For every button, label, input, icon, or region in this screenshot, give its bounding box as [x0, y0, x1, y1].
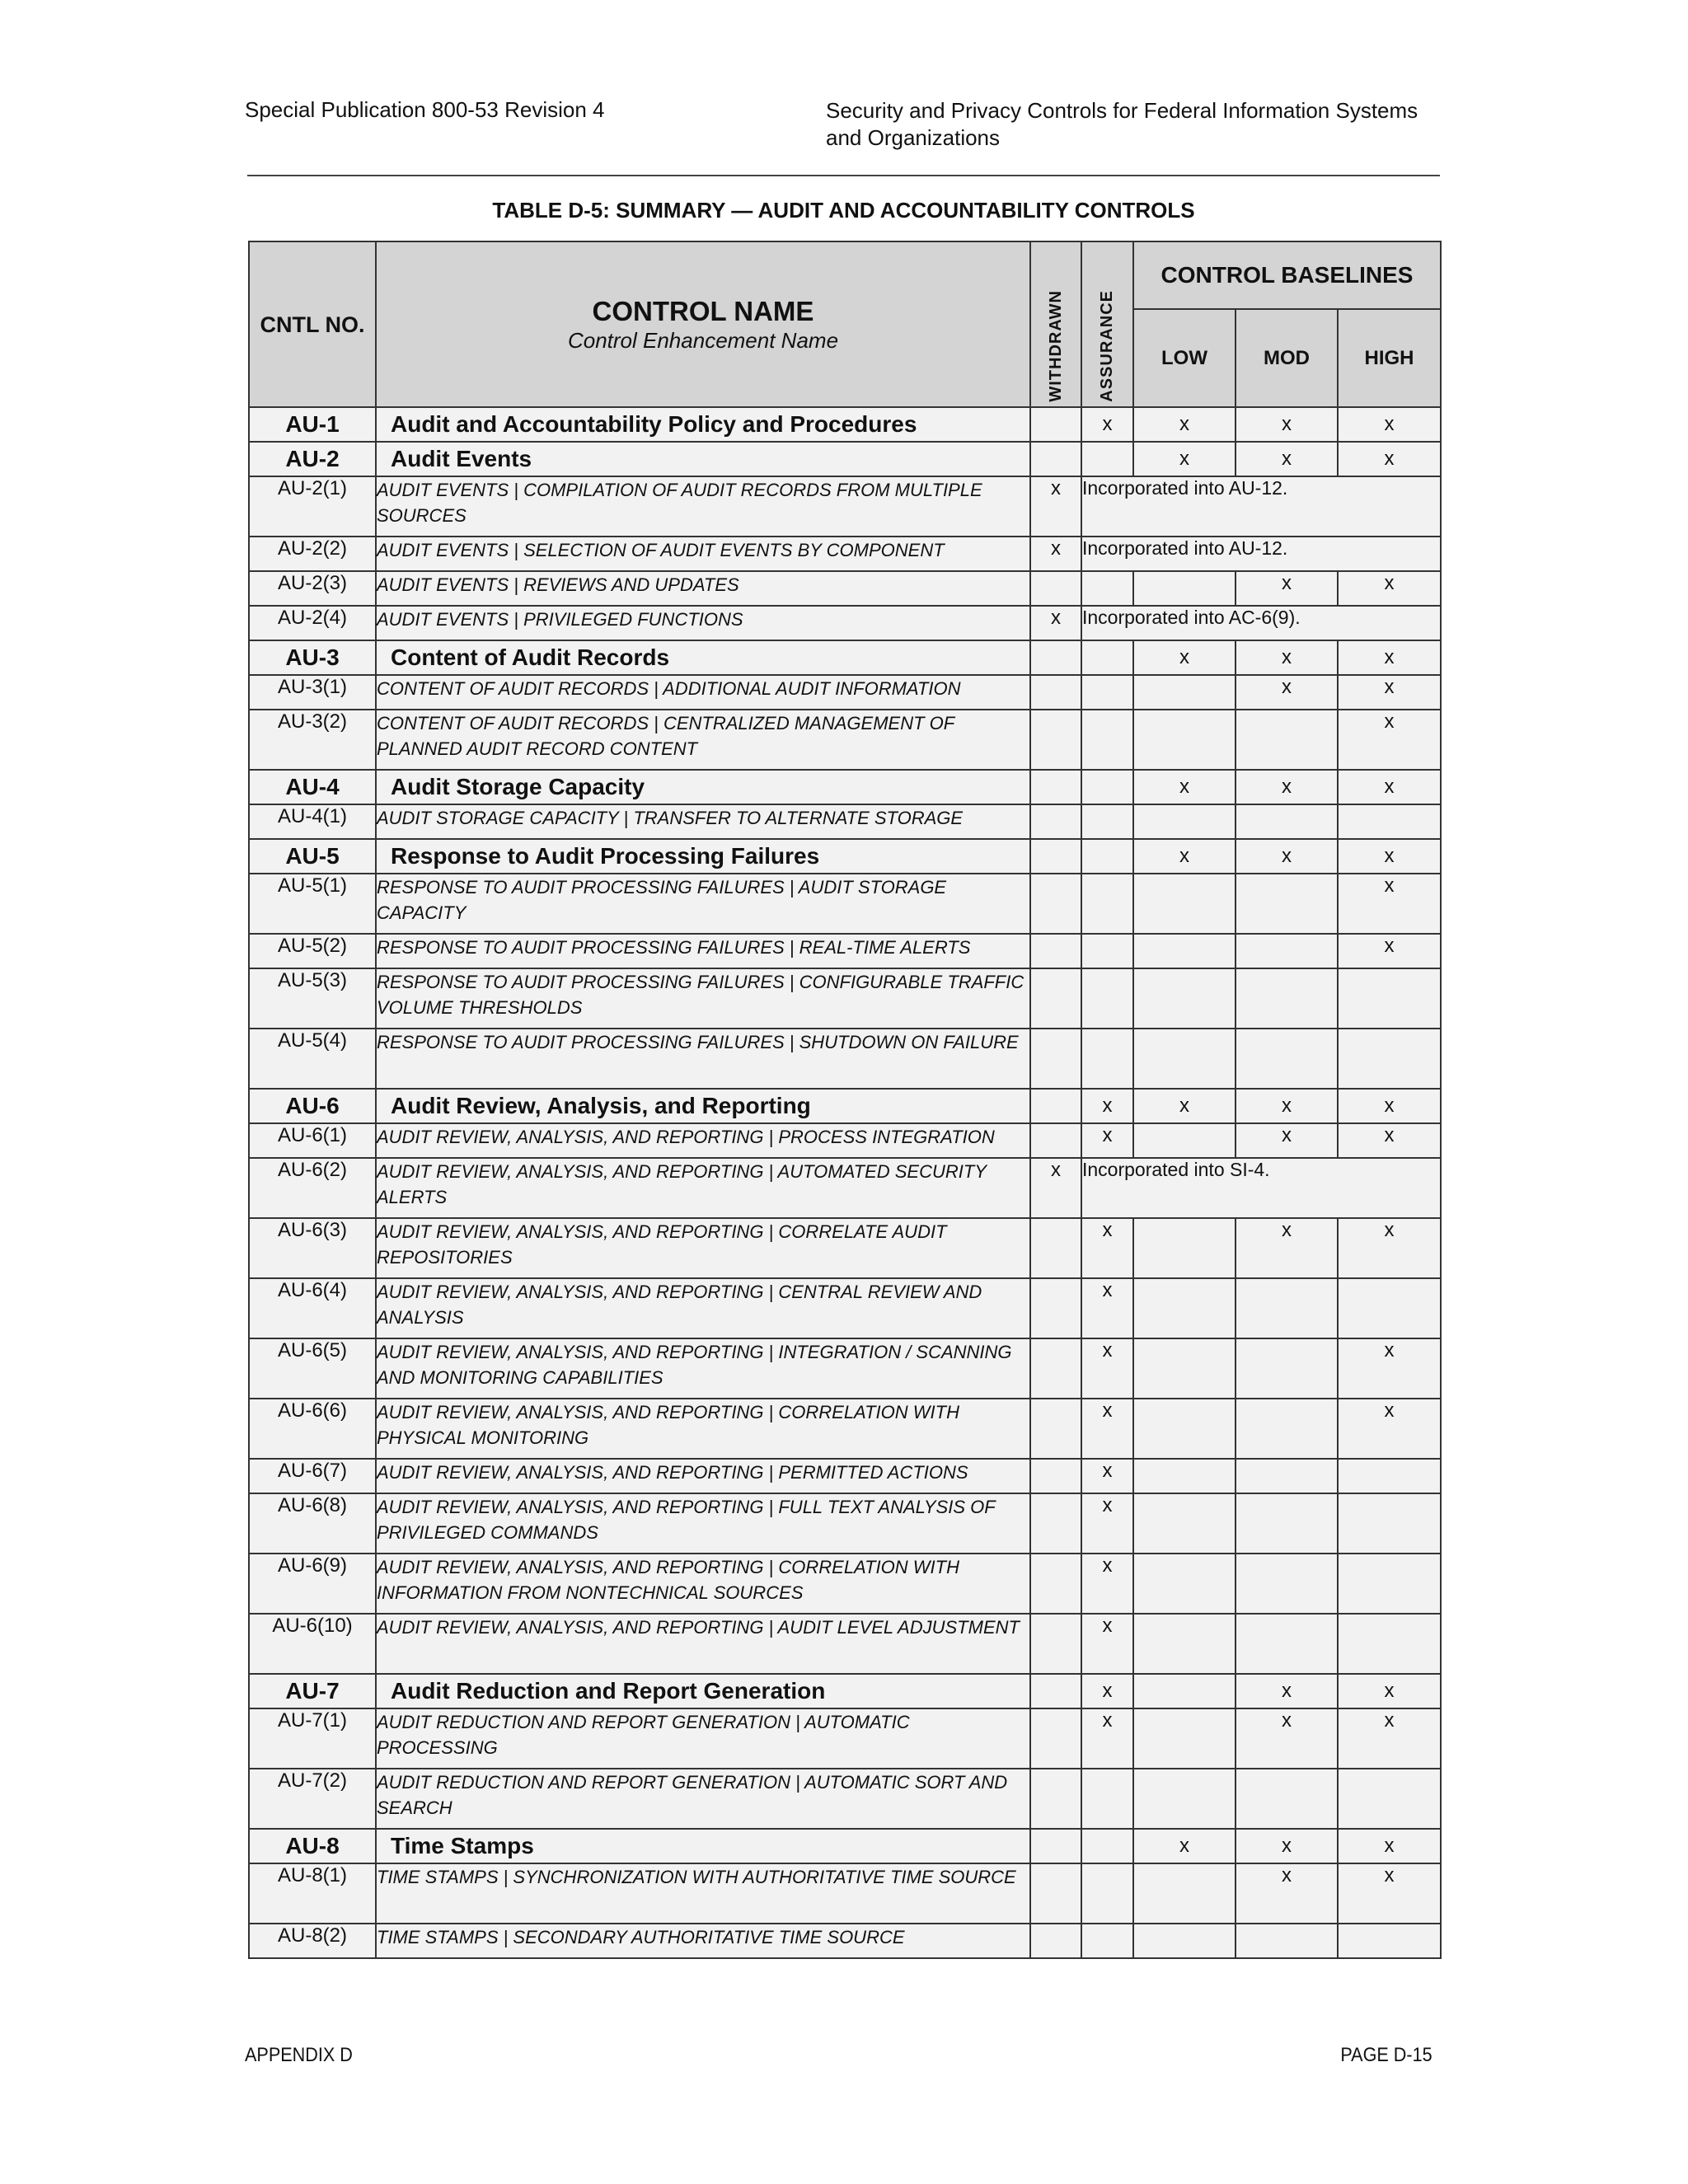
withdrawn-mark — [1030, 1769, 1081, 1829]
assurance-mark: x — [1081, 407, 1133, 442]
control-id: AU-6(3) — [249, 1218, 376, 1278]
header-document-title: Security and Privacy Controls for Federal Information Systems and Organizations — [826, 98, 1418, 150]
control-name: AUDIT EVENTS | REVIEWS AND UPDATES — [376, 571, 1030, 606]
header-assurance — [1081, 241, 1133, 407]
table-row — [249, 1829, 1441, 1863]
baseline-high-mark — [1338, 1924, 1441, 1958]
baseline-low-mark — [1133, 874, 1236, 934]
control-id: AU-1 — [249, 407, 376, 442]
baseline-mod-mark — [1236, 1554, 1338, 1614]
baseline-high-mark: x — [1338, 770, 1441, 804]
baseline-low-mark — [1133, 571, 1236, 606]
header-control-baselines: CONTROL BASELINES — [1133, 241, 1441, 309]
table-row — [249, 1459, 1441, 1493]
baseline-mod-mark — [1236, 804, 1338, 839]
withdrawn-mark — [1030, 1829, 1081, 1863]
control-name: AUDIT REVIEW, ANALYSIS, AND REPORTING | CORRELATION WITH PHYSICAL MONITORING — [376, 1399, 1030, 1459]
assurance-mark — [1081, 675, 1133, 710]
table-row — [249, 968, 1441, 1029]
table-row — [249, 1338, 1441, 1399]
control-id: AU-4 — [249, 770, 376, 804]
baseline-high-mark: x — [1338, 640, 1441, 675]
assurance-mark: x — [1081, 1459, 1133, 1493]
baseline-low-mark: x — [1133, 1829, 1236, 1863]
baseline-high-mark — [1338, 968, 1441, 1029]
control-name: RESPONSE TO AUDIT PROCESSING FAILURES | AUDIT STORAGE CAPACITY — [376, 874, 1030, 934]
control-id: AU-6(10) — [249, 1614, 376, 1674]
control-name: CONTENT OF AUDIT RECORDS | CENTRALIZED MANAGEMENT OF PLANNED AUDIT RECORD CONTENT — [376, 710, 1030, 770]
baseline-mod-mark: x — [1236, 1708, 1338, 1769]
baseline-low-mark — [1133, 1924, 1236, 1958]
baseline-high-mark — [1338, 1554, 1441, 1614]
control-id: AU-7(1) — [249, 1708, 376, 1769]
assurance-mark: x — [1081, 1493, 1133, 1554]
baseline-low-mark — [1133, 1338, 1236, 1399]
baseline-mod-mark: x — [1236, 640, 1338, 675]
control-name: Content of Audit Records — [376, 640, 1030, 675]
baseline-low-mark — [1133, 1674, 1236, 1708]
baseline-mod-mark: x — [1236, 1089, 1338, 1123]
table-row — [249, 407, 1441, 442]
control-name: AUDIT REVIEW, ANALYSIS, AND REPORTING | INTEGRATION / SCANNING AND MONITORING CAPABILITIES — [376, 1338, 1030, 1399]
control-name: TIME STAMPS | SECONDARY AUTHORITATIVE TIME SOURCE — [376, 1924, 1030, 1958]
control-id: AU-3 — [249, 640, 376, 675]
assurance-mark: x — [1081, 1123, 1133, 1158]
control-name: Audit Events — [376, 442, 1030, 476]
table-row — [249, 1218, 1441, 1278]
assurance-mark: x — [1081, 1674, 1133, 1708]
baseline-high-mark — [1338, 1614, 1441, 1674]
table-row — [249, 1123, 1441, 1158]
assurance-mark — [1081, 1924, 1133, 1958]
assurance-mark: x — [1081, 1338, 1133, 1399]
baseline-low-mark — [1133, 1493, 1236, 1554]
withdrawn-mark: x — [1030, 476, 1081, 537]
controls-table — [248, 241, 1442, 1959]
withdrawn-mark — [1030, 1674, 1081, 1708]
assurance-mark: x — [1081, 1399, 1133, 1459]
baseline-mod-mark: x — [1236, 407, 1338, 442]
withdrawn-mark — [1030, 675, 1081, 710]
control-id: AU-8(1) — [249, 1863, 376, 1924]
control-id: AU-6(7) — [249, 1459, 376, 1493]
control-name: RESPONSE TO AUDIT PROCESSING FAILURES | REAL-TIME ALERTS — [376, 934, 1030, 968]
baseline-mod-mark — [1236, 1459, 1338, 1493]
control-name: AUDIT REVIEW, ANALYSIS, AND REPORTING | AUDIT LEVEL ADJUSTMENT — [376, 1614, 1030, 1674]
control-name: Audit Reduction and Report Generation — [376, 1674, 1030, 1708]
table-row — [249, 537, 1441, 571]
baseline-high-mark: x — [1338, 407, 1441, 442]
control-name: AUDIT REVIEW, ANALYSIS, AND REPORTING | CORRELATE AUDIT REPOSITORIES — [376, 1218, 1030, 1278]
baseline-high-mark — [1338, 1029, 1441, 1089]
baseline-high-mark: x — [1338, 571, 1441, 606]
withdrawn-mark — [1030, 934, 1081, 968]
incorporated-note: Incorporated into SI-4. — [1081, 1158, 1441, 1218]
table-row — [249, 571, 1441, 606]
baseline-mod-mark: x — [1236, 675, 1338, 710]
header-cntl-no: CNTL NO. — [249, 241, 376, 407]
table-row — [249, 640, 1441, 675]
control-id: AU-2(4) — [249, 606, 376, 640]
baseline-high-mark — [1338, 1493, 1441, 1554]
baseline-high-mark — [1338, 1769, 1441, 1829]
baseline-mod-mark: x — [1236, 1863, 1338, 1924]
baseline-mod-mark — [1236, 1278, 1338, 1338]
control-id: AU-7 — [249, 1674, 376, 1708]
baseline-low-mark — [1133, 710, 1236, 770]
footer-page-number: PAGE D-15 — [1340, 2044, 1432, 2066]
baseline-mod-mark — [1236, 1029, 1338, 1089]
baseline-low-mark — [1133, 1769, 1236, 1829]
control-id: AU-6(9) — [249, 1554, 376, 1614]
table-row — [249, 1278, 1441, 1338]
baseline-low-mark — [1133, 1614, 1236, 1674]
baseline-high-mark: x — [1338, 1863, 1441, 1924]
baseline-low-mark — [1133, 804, 1236, 839]
control-id: AU-6(1) — [249, 1123, 376, 1158]
baseline-high-mark — [1338, 1278, 1441, 1338]
withdrawn-mark — [1030, 804, 1081, 839]
baseline-low-mark: x — [1133, 839, 1236, 874]
baseline-low-mark — [1133, 1029, 1236, 1089]
assurance-mark — [1081, 804, 1133, 839]
assurance-mark — [1081, 968, 1133, 1029]
baseline-high-mark: x — [1338, 839, 1441, 874]
withdrawn-mark — [1030, 770, 1081, 804]
table-row — [249, 1863, 1441, 1924]
baseline-mod-mark: x — [1236, 442, 1338, 476]
baseline-low-mark — [1133, 1708, 1236, 1769]
baseline-high-mark: x — [1338, 1123, 1441, 1158]
header-low: LOW — [1133, 309, 1236, 407]
control-id: AU-5(2) — [249, 934, 376, 968]
table-row — [249, 675, 1441, 710]
baseline-low-mark: x — [1133, 640, 1236, 675]
control-name: Audit and Accountability Policy and Procedures — [376, 407, 1030, 442]
baseline-low-mark — [1133, 1863, 1236, 1924]
header-withdrawn — [1030, 241, 1081, 407]
withdrawn-mark — [1030, 1278, 1081, 1338]
withdrawn-mark — [1030, 640, 1081, 675]
baseline-mod-mark — [1236, 874, 1338, 934]
withdrawn-mark — [1030, 1089, 1081, 1123]
control-name: AUDIT EVENTS | COMPILATION OF AUDIT RECORDS FROM MULTIPLE SOURCES — [376, 476, 1030, 537]
assurance-mark — [1081, 1029, 1133, 1089]
table-row — [249, 442, 1441, 476]
withdrawn-mark — [1030, 1554, 1081, 1614]
baseline-mod-mark: x — [1236, 1218, 1338, 1278]
table-row — [249, 804, 1441, 839]
incorporated-note: Incorporated into AU-12. — [1081, 476, 1441, 537]
control-name: AUDIT EVENTS | PRIVILEGED FUNCTIONS — [376, 606, 1030, 640]
baseline-mod-mark — [1236, 1924, 1338, 1958]
control-id: AU-2(1) — [249, 476, 376, 537]
control-id: AU-5 — [249, 839, 376, 874]
assurance-mark — [1081, 1829, 1133, 1863]
withdrawn-mark — [1030, 1123, 1081, 1158]
table-row — [249, 839, 1441, 874]
control-id: AU-8 — [249, 1829, 376, 1863]
withdrawn-mark — [1030, 839, 1081, 874]
baseline-high-mark: x — [1338, 1338, 1441, 1399]
baseline-high-mark: x — [1338, 1674, 1441, 1708]
baseline-low-mark — [1133, 1459, 1236, 1493]
withdrawn-mark — [1030, 1399, 1081, 1459]
control-id: AU-5(4) — [249, 1029, 376, 1089]
table-row — [249, 710, 1441, 770]
table-row — [249, 1089, 1441, 1123]
control-id: AU-6 — [249, 1089, 376, 1123]
baseline-mod-mark — [1236, 968, 1338, 1029]
baseline-high-mark: x — [1338, 1829, 1441, 1863]
header-assurance-label: ASSURANCE — [1098, 290, 1116, 402]
control-name: Audit Review, Analysis, and Reporting — [376, 1089, 1030, 1123]
header-control-name — [376, 241, 1030, 407]
assurance-mark — [1081, 839, 1133, 874]
incorporated-note: Incorporated into AU-12. — [1081, 537, 1441, 571]
baseline-high-mark: x — [1338, 1708, 1441, 1769]
control-id: AU-4(1) — [249, 804, 376, 839]
withdrawn-mark — [1030, 407, 1081, 442]
withdrawn-mark — [1030, 1614, 1081, 1674]
baseline-low-mark — [1133, 934, 1236, 968]
control-id: AU-7(2) — [249, 1769, 376, 1829]
baseline-high-mark: x — [1338, 874, 1441, 934]
baseline-mod-mark — [1236, 1399, 1338, 1459]
control-name: Time Stamps — [376, 1829, 1030, 1863]
assurance-mark: x — [1081, 1218, 1133, 1278]
control-name: AUDIT REVIEW, ANALYSIS, AND REPORTING | FULL TEXT ANALYSIS OF PRIVILEGED COMMANDS — [376, 1493, 1030, 1554]
control-name: Response to Audit Processing Failures — [376, 839, 1030, 874]
withdrawn-mark — [1030, 1708, 1081, 1769]
table-row — [249, 934, 1441, 968]
table-row — [249, 1399, 1441, 1459]
assurance-mark: x — [1081, 1708, 1133, 1769]
control-name: AUDIT REVIEW, ANALYSIS, AND REPORTING | CENTRAL REVIEW AND ANALYSIS — [376, 1278, 1030, 1338]
table-row — [249, 1708, 1441, 1769]
baseline-low-mark — [1133, 968, 1236, 1029]
assurance-mark: x — [1081, 1278, 1133, 1338]
assurance-mark: x — [1081, 1554, 1133, 1614]
withdrawn-mark — [1030, 710, 1081, 770]
table-row — [249, 1493, 1441, 1554]
withdrawn-mark — [1030, 1338, 1081, 1399]
table-row — [249, 1924, 1441, 1958]
baseline-mod-mark — [1236, 1493, 1338, 1554]
baseline-mod-mark: x — [1236, 839, 1338, 874]
control-id: AU-5(3) — [249, 968, 376, 1029]
withdrawn-mark: x — [1030, 1158, 1081, 1218]
baseline-low-mark: x — [1133, 407, 1236, 442]
control-id: AU-5(1) — [249, 874, 376, 934]
control-name: AUDIT REVIEW, ANALYSIS, AND REPORTING | PERMITTED ACTIONS — [376, 1459, 1030, 1493]
baseline-high-mark: x — [1338, 710, 1441, 770]
table-row — [249, 770, 1441, 804]
control-name: AUDIT REDUCTION AND REPORT GENERATION | AUTOMATIC PROCESSING — [376, 1708, 1030, 1769]
control-name: AUDIT REVIEW, ANALYSIS, AND REPORTING | CORRELATION WITH INFORMATION FROM NONTECHNICAL SOURCES — [376, 1554, 1030, 1614]
table-row — [249, 1769, 1441, 1829]
table-body — [249, 407, 1441, 1958]
table-row — [249, 1554, 1441, 1614]
control-id: AU-3(2) — [249, 710, 376, 770]
baseline-low-mark — [1133, 1554, 1236, 1614]
header-control-name-label: CONTROL NAME — [592, 295, 814, 326]
baseline-mod-mark: x — [1236, 1674, 1338, 1708]
baseline-mod-mark: x — [1236, 770, 1338, 804]
withdrawn-mark — [1030, 571, 1081, 606]
assurance-mark — [1081, 1769, 1133, 1829]
withdrawn-mark — [1030, 874, 1081, 934]
table-row — [249, 1674, 1441, 1708]
baseline-high-mark: x — [1338, 1089, 1441, 1123]
control-id: AU-6(6) — [249, 1399, 376, 1459]
withdrawn-mark — [1030, 1459, 1081, 1493]
withdrawn-mark — [1030, 1218, 1081, 1278]
baseline-high-mark: x — [1338, 1218, 1441, 1278]
control-id: AU-6(2) — [249, 1158, 376, 1218]
baseline-high-mark: x — [1338, 675, 1441, 710]
control-name: AUDIT REVIEW, ANALYSIS, AND REPORTING | PROCESS INTEGRATION — [376, 1123, 1030, 1158]
header-high: HIGH — [1338, 309, 1441, 407]
baseline-low-mark — [1133, 1123, 1236, 1158]
control-name: TIME STAMPS | SYNCHRONIZATION WITH AUTHORITATIVE TIME SOURCE — [376, 1863, 1030, 1924]
control-id: AU-6(5) — [249, 1338, 376, 1399]
control-id: AU-2(2) — [249, 537, 376, 571]
baseline-mod-mark — [1236, 1614, 1338, 1674]
footer-appendix: APPENDIX D — [245, 2044, 353, 2066]
baseline-high-mark: x — [1338, 442, 1441, 476]
withdrawn-mark — [1030, 1924, 1081, 1958]
baseline-high-mark — [1338, 804, 1441, 839]
baseline-low-mark — [1133, 1399, 1236, 1459]
baseline-mod-mark — [1236, 710, 1338, 770]
header-withdrawn-label: WITHDRAWN — [1046, 290, 1065, 402]
header-enhancement-name-label: Control Enhancement Name — [567, 327, 839, 353]
control-id: AU-8(2) — [249, 1924, 376, 1958]
assurance-mark — [1081, 770, 1133, 804]
control-id: AU-6(4) — [249, 1278, 376, 1338]
control-name: RESPONSE TO AUDIT PROCESSING FAILURES | CONFIGURABLE TRAFFIC VOLUME THRESHOLDS — [376, 968, 1030, 1029]
assurance-mark — [1081, 571, 1133, 606]
assurance-mark: x — [1081, 1089, 1133, 1123]
control-name: AUDIT STORAGE CAPACITY | TRANSFER TO ALTERNATE STORAGE — [376, 804, 1030, 839]
header-publication: Special Publication 800-53 Revision 4 — [245, 97, 605, 122]
baseline-low-mark — [1133, 1278, 1236, 1338]
assurance-mark — [1081, 874, 1133, 934]
control-name: Audit Storage Capacity — [376, 770, 1030, 804]
baseline-high-mark: x — [1338, 1399, 1441, 1459]
control-id: AU-2 — [249, 442, 376, 476]
header-mod: MOD — [1236, 309, 1338, 407]
table-row — [249, 606, 1441, 640]
baseline-low-mark: x — [1133, 770, 1236, 804]
table-row — [249, 874, 1441, 934]
table-title: TABLE D-5: SUMMARY — AUDIT AND ACCOUNTABILITY CONTROLS — [492, 198, 1195, 223]
baseline-mod-mark: x — [1236, 1123, 1338, 1158]
baseline-mod-mark — [1236, 934, 1338, 968]
control-name: AUDIT REVIEW, ANALYSIS, AND REPORTING | AUTOMATED SECURITY ALERTS — [376, 1158, 1030, 1218]
baseline-mod-mark: x — [1236, 571, 1338, 606]
baseline-low-mark: x — [1133, 442, 1236, 476]
baseline-high-mark: x — [1338, 934, 1441, 968]
table-row — [249, 476, 1441, 537]
control-id: AU-3(1) — [249, 675, 376, 710]
table-row — [249, 1029, 1441, 1089]
control-name: RESPONSE TO AUDIT PROCESSING FAILURES | SHUTDOWN ON FAILURE — [376, 1029, 1030, 1089]
baseline-low-mark — [1133, 675, 1236, 710]
control-name: AUDIT EVENTS | SELECTION OF AUDIT EVENTS BY COMPONENT — [376, 537, 1030, 571]
control-id: AU-2(3) — [249, 571, 376, 606]
withdrawn-mark: x — [1030, 537, 1081, 571]
baseline-mod-mark: x — [1236, 1829, 1338, 1863]
baseline-mod-mark — [1236, 1338, 1338, 1399]
withdrawn-mark — [1030, 968, 1081, 1029]
table-row — [249, 1614, 1441, 1674]
baseline-mod-mark — [1236, 1769, 1338, 1829]
assurance-mark — [1081, 710, 1133, 770]
baseline-low-mark — [1133, 1218, 1236, 1278]
control-name: AUDIT REDUCTION AND REPORT GENERATION | AUTOMATIC SORT AND SEARCH — [376, 1769, 1030, 1829]
control-id: AU-6(8) — [249, 1493, 376, 1554]
header-divider — [247, 175, 1440, 176]
baseline-low-mark: x — [1133, 1089, 1236, 1123]
assurance-mark — [1081, 640, 1133, 675]
withdrawn-mark — [1030, 1863, 1081, 1924]
withdrawn-mark: x — [1030, 606, 1081, 640]
assurance-mark — [1081, 442, 1133, 476]
withdrawn-mark — [1030, 442, 1081, 476]
withdrawn-mark — [1030, 1029, 1081, 1089]
assurance-mark — [1081, 1863, 1133, 1924]
assurance-mark: x — [1081, 1614, 1133, 1674]
baseline-high-mark — [1338, 1459, 1441, 1493]
assurance-mark — [1081, 934, 1133, 968]
withdrawn-mark — [1030, 1493, 1081, 1554]
table-row — [249, 1158, 1441, 1218]
incorporated-note: Incorporated into AC-6(9). — [1081, 606, 1441, 640]
control-name: CONTENT OF AUDIT RECORDS | ADDITIONAL AUDIT INFORMATION — [376, 675, 1030, 710]
